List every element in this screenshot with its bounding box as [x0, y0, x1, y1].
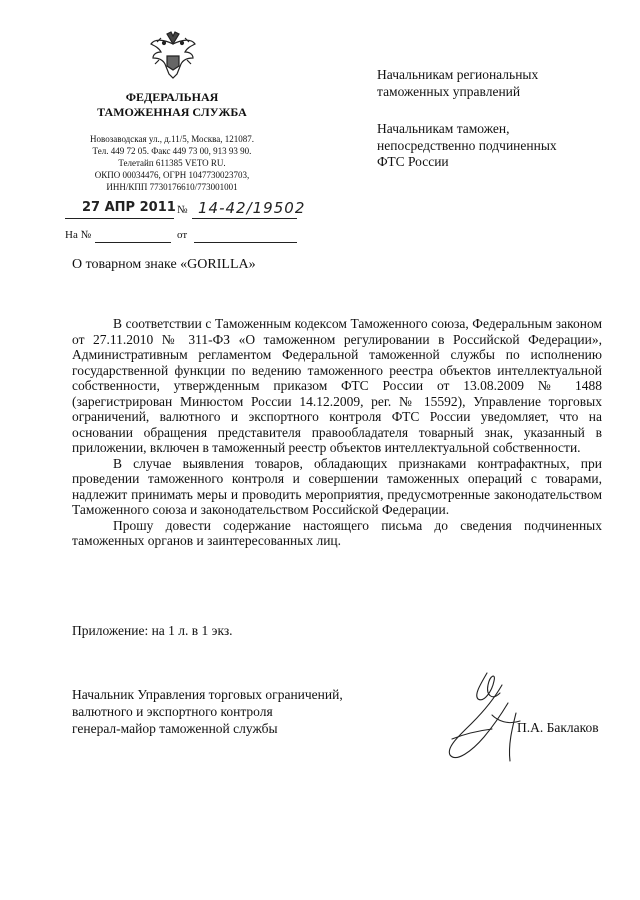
number-label: №	[177, 204, 188, 216]
organization-name-line2: ТАМОЖЕННАЯ СЛУЖБА	[97, 105, 247, 119]
registration-date-stamp: 27 АПР 2011	[82, 200, 176, 215]
addressee-line: Начальникам таможен,	[377, 121, 510, 136]
signatory-title-line: Начальник Управления торговых ограничений,	[72, 687, 343, 702]
number-underline	[192, 218, 297, 219]
body-paragraph: В соответствии с Таможенным кодексом Таможенного союза, Федеральным законом от 27.11.2010 № 311-ФЗ «О таможенном регулировании в Российской Федерации», Административным регламентом Федеральной таможенной службы по исполнению государственной функции по ведению таможенного реестра объектов интеллектуальной собственности, утвержденным приказом ФТС России от 13.08.2009 № 1488 (зарегистрирован Минюстом России 14.12.2009, рег. № 15592), Управление торговых ограничений, валютного и экспортного контроля ФТС России уведомляет, что на основании обращения представителя правообладателя товарный знак, указанный в приложении, включен в таможенный реестр объектов интеллектуальной собственности.	[72, 316, 602, 455]
signatory-title-line: валютного и экспортного контроля	[72, 704, 273, 719]
body-paragraph: В случае выявления товаров, обладающих признаками контрафактных, при проведении таможенного контроля и совершении таможенных операций с товарами, надлежит принимать меры и проводить мероприятия, предусмотренные законодательством Таможенного союза и законодательством Российской Федерации.	[72, 455, 602, 517]
contact-line: Тел. 449 72 05. Факс 449 73 00, 913 93 90.	[92, 146, 252, 156]
addressee-block-regional	[377, 67, 538, 100]
contact-line: Телетайп 611385 VETO RU.	[118, 158, 226, 168]
from-label: от	[177, 229, 188, 241]
contact-line: ИНН/КПП 7730176610/773001001	[106, 182, 238, 192]
coat-of-arms-emblem	[147, 30, 199, 82]
registration-number-handwritten: 14-42/19502	[198, 199, 306, 217]
from-underline	[194, 242, 297, 243]
date-underline	[65, 218, 174, 219]
letter-subject: О товарном знаке «GORILLA»	[72, 257, 256, 272]
organization-name-line1: ФЕДЕРАЛЬНАЯ	[125, 90, 219, 104]
contact-line: ОКПО 00034476, ОГРН 1047730023703,	[94, 170, 250, 180]
addressee-line: ФТС России	[377, 154, 449, 169]
reply-to-underline	[95, 242, 171, 243]
addressee-block-customs	[377, 121, 557, 171]
organization-contacts	[52, 133, 292, 193]
addressee-line: таможенных управлений	[377, 83, 521, 99]
body-paragraph: Прошу довести содержание настоящего письма до сведения подчиненных таможенных органов и заинтересованных лиц.	[72, 517, 602, 548]
addressee-line: Начальникам региональных	[377, 67, 539, 82]
addressee-line: непосредственно подчиненных	[377, 137, 557, 153]
contact-line: Новозаводская ул., д.11/5, Москва, 121087.	[90, 134, 254, 144]
letter-body	[72, 316, 602, 549]
reply-to-label: На №	[65, 229, 92, 241]
attachment-note: Приложение: на 1 л. в 1 экз.	[72, 623, 233, 638]
signatory-title-line: генерал-майор таможенной службы	[72, 721, 278, 736]
signatory-title	[72, 686, 343, 737]
signatory-name: П.А. Баклаков	[517, 720, 599, 735]
